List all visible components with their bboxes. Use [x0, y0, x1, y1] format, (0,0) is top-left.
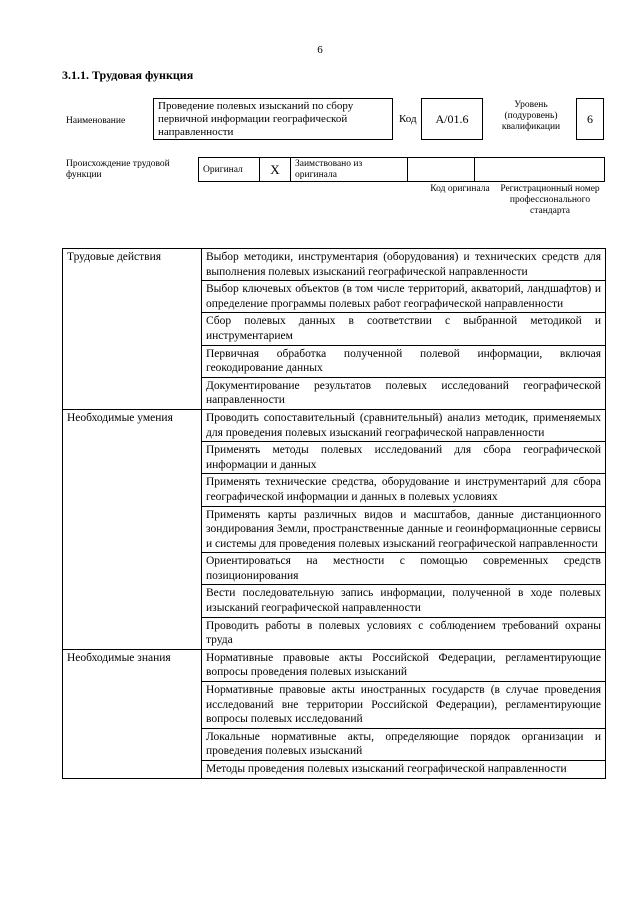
level-value: 6 — [576, 98, 604, 140]
section-item: Документирование результатов полевых исследований географической направленности — [202, 377, 606, 409]
section-item: Ориентироваться на местности с помощью современных средств позиционирования — [202, 553, 606, 585]
origin-label: Происхождение трудовой функции — [66, 159, 170, 180]
code-original-cell — [408, 158, 475, 182]
section-category: Необходимые знания — [63, 649, 202, 778]
section-item: Первичная обработка полученной полевой информации, включая геокодирование данных — [202, 345, 606, 377]
section-item: Нормативные правовые акты иностранных государств (в случае проведения исследований вне территории Российской Федерации), регламентирующие вопросы полевых исследований — [202, 682, 606, 729]
section-item: Выбор ключевых объектов (в том числе территорий, акваторий, ландшафтов) и определение программы полевых работ географической направленности — [202, 281, 606, 313]
borrowed-label: Заимствовано из оригинала — [291, 158, 408, 182]
section-item: Проводить сопоставительный (сравнительный) анализ методик, применяемых для проведения полевых изысканий географической направленности — [202, 409, 606, 441]
section-item: Применять методы полевых исследований для сбора географической информации и данных — [202, 442, 606, 474]
section-item: Применять технические средства, оборудование и инструментарий для сбора географической информации и данных в полевых условиях — [202, 474, 606, 506]
original-label: Оригинал — [199, 158, 260, 182]
section-item: Методы проведения полевых изысканий географической направленности — [202, 761, 606, 779]
original-mark: X — [260, 158, 291, 182]
code-value: А/01.6 — [421, 98, 483, 140]
page-number: 6 — [317, 44, 323, 56]
table-row — [63, 409, 606, 441]
function-table — [62, 248, 606, 779]
section-item: Выбор методики, инструментария (оборудования) и технических средств для выполнения полевых изысканий географической направленности — [202, 249, 606, 281]
level-label: Уровень (подуровень) квалификации — [501, 100, 561, 132]
section-category: Трудовые действия — [63, 249, 202, 410]
reg-number-cell — [475, 158, 605, 182]
section-item: Локальные нормативные акты, определяющие порядок организации и проведения полевых изысканий — [202, 728, 606, 760]
section-title: 3.1.1. Трудовая функция — [62, 68, 194, 82]
code-original-label: Код оригинала — [430, 184, 490, 194]
reg-number-label: Регистрационный номер профессионального стандарта — [500, 184, 600, 216]
section-item: Проводить работы в полевых условиях с соблюдением требований охраны труда — [202, 617, 606, 649]
section-item: Применять карты различных видов и масштабов, данные дистанционного зондирования Земли, пространственные данные и геоинформационные сервисы и системы для проведения полевых изысканий географической направленности — [202, 506, 606, 553]
table-row — [63, 649, 606, 681]
section-category: Необходимые умения — [63, 409, 202, 649]
table-row — [63, 249, 606, 281]
code-label: Код — [399, 113, 417, 125]
name-label: Наименование — [66, 116, 126, 126]
name-value: Проведение полевых изысканий по сбору первичной информации географической направленности — [153, 98, 393, 140]
section-item: Вести последовательную запись информации, полученной в ходе полевых изысканий географической направленности — [202, 585, 606, 617]
section-item: Сбор полевых данных в соответствии с выбранной методикой и инструментарием — [202, 313, 606, 345]
section-item: Нормативные правовые акты Российской Федерации, регламентирующие вопросы проведения полевых изысканий — [202, 649, 606, 681]
origin-table — [198, 157, 605, 182]
